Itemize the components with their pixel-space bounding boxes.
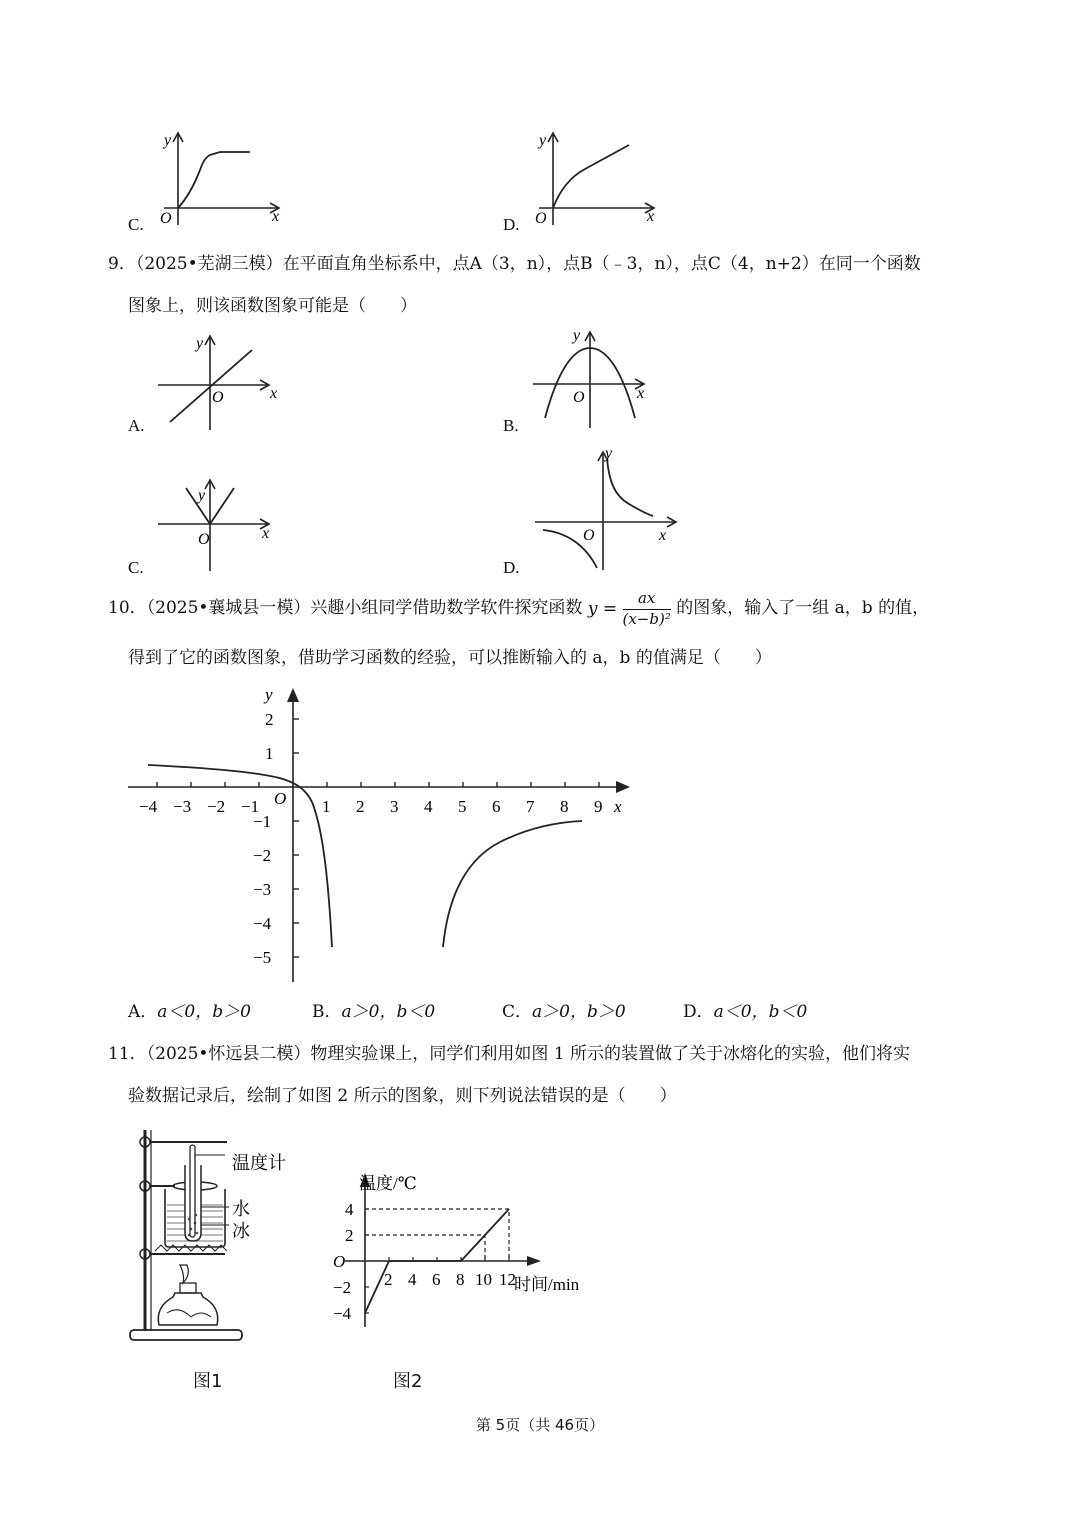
q8d-y-label: y <box>539 132 547 149</box>
q10-x-arrow <box>616 781 630 793</box>
q10-xtick: 6 <box>492 797 501 816</box>
q10-option-c-label: C． <box>502 1002 533 1022</box>
q10-function-graph <box>120 682 640 1002</box>
q10-option-c-text: a＞0，b＞0 <box>532 1002 626 1022</box>
page-footer: 第 5页（共 46页） <box>475 1416 605 1434</box>
q10-x-tick-labels <box>139 797 603 816</box>
q9b-y-label: y <box>573 327 581 344</box>
q10-option-a-label: A． <box>128 1002 158 1022</box>
fig2-x-tick-label: 6 <box>432 1270 441 1289</box>
q8-option-c-label: C. <box>128 215 144 234</box>
q9d-origin: O <box>583 527 595 544</box>
q10-origin: O <box>274 789 287 808</box>
q10-option-d <box>683 1004 807 1021</box>
q10-xtick: −3 <box>173 797 192 816</box>
q10-ytick: −2 <box>253 846 272 865</box>
q10-xtick: 1 <box>322 797 331 816</box>
q10-line1-suffix: 的图象，输入了一组 a，b 的值， <box>676 598 930 618</box>
q10-ytick: −5 <box>253 948 272 967</box>
q10-xtick: −2 <box>207 797 226 816</box>
q9-option-d-label: D. <box>503 558 520 577</box>
q10-y-arrow <box>287 688 299 702</box>
fig2-y-tick-label: −4 <box>333 1304 352 1323</box>
q10-ytick: −4 <box>253 914 272 933</box>
fig2-dashed-guides <box>365 1209 509 1261</box>
q10-option-d-text: a＜0，b＜0 <box>713 1002 808 1022</box>
q10-ytick: 2 <box>265 710 274 729</box>
q9-option-b-label: B. <box>503 416 519 435</box>
fig2-y-axis-label: 温度/℃ <box>359 1174 417 1193</box>
fig2-x-arrow <box>527 1256 541 1266</box>
q10-xtick: 8 <box>560 797 569 816</box>
q10-stem-line1 <box>108 588 929 628</box>
q10-line1-prefix: 10．（2025•襄城县一模）兴趣小组同学借助数学软件探究函数 <box>108 598 583 618</box>
q8-option-d-label: D. <box>503 215 520 234</box>
q10-ytick: −1 <box>253 812 272 831</box>
q9a-y-label: y <box>196 335 204 352</box>
q10-right-branch <box>443 821 582 947</box>
fig2-x-axis-label: 时间/min <box>514 1275 580 1294</box>
q10-option-b-text: a＞0，b＜0 <box>341 1002 436 1022</box>
q9-option-a-graph <box>150 330 290 435</box>
fig2-x-tick-label: 4 <box>408 1270 417 1289</box>
q10-option-c <box>502 1004 626 1021</box>
q9b-origin: O <box>573 389 585 406</box>
fig1-water-label: 水 <box>232 1199 250 1219</box>
q9-option-b-graph <box>525 322 665 432</box>
q9-option-a-label: A. <box>128 416 145 435</box>
fig1-caption: 图1 <box>193 1371 223 1392</box>
fig1-thermometer-label: 温度计 <box>232 1153 286 1173</box>
q8c-x-label: x <box>272 208 280 225</box>
fig2-caption: 图2 <box>393 1371 423 1392</box>
q9-option-d-graph <box>525 440 685 575</box>
q10-left-branch <box>148 765 332 947</box>
q10-xtick: −4 <box>139 797 158 816</box>
q10-option-d-label: D． <box>683 1002 714 1022</box>
q11-fig2-chart <box>315 1165 615 1335</box>
fig2-x-tick-label: 10 <box>475 1270 492 1289</box>
q9c-y-label: y <box>198 487 206 504</box>
q9-stem-line1: 9．（2025•芜湖三模）在平面直角坐标系中，点A（3，n），点B（﹣3，n），点C（4，n+2）在同一个函数 <box>108 254 921 274</box>
q10-option-b-label: B． <box>312 1002 342 1022</box>
q9c-origin: O <box>198 531 210 548</box>
q10-option-b <box>312 1004 435 1021</box>
fig2-origin: O <box>333 1252 346 1271</box>
q8c-origin: O <box>160 210 172 227</box>
q10-formula <box>588 589 671 629</box>
q10-stem-line2: 得到了它的函数图象，借助学习函数的经验，可以推断输入的 a，b 的值满足（ ） <box>128 648 772 668</box>
q9a-x-label: x <box>270 385 278 402</box>
q10-y-label: y <box>265 685 273 704</box>
q8c-y-label: y <box>164 132 172 149</box>
q9d-x-label: x <box>659 527 667 544</box>
q10-xtick: 2 <box>356 797 365 816</box>
q10-ytick: 1 <box>265 744 274 763</box>
fig2-guide-line <box>365 1235 485 1261</box>
q10-x-label: x <box>614 797 622 816</box>
q9-option-c-label: C. <box>128 558 144 577</box>
q8-option-c-graph <box>150 125 290 233</box>
q10-formula-fraction <box>623 590 671 628</box>
q9-stem-line2: 图象上，则该函数图象可能是（ ） <box>128 296 417 316</box>
fig2-y-tick-label: 2 <box>345 1226 354 1245</box>
q10-xtick: −1 <box>241 797 260 816</box>
q11-stem-line2: 验数据记录后，绘制了如图 2 所示的图象，则下列说法错误的是（ ） <box>128 1086 677 1106</box>
q11-stem-line1: 11．（2025•怀远县二模）物理实验课上，同学们利用如图 1 所示的装置做了关于冰熔化的实验，他们将实 <box>108 1044 911 1064</box>
q10-xtick: 7 <box>526 797 535 816</box>
fig2-y-tick-label: −2 <box>333 1278 352 1297</box>
q10-y-tick-labels <box>253 710 274 967</box>
q9a-origin: O <box>212 389 224 406</box>
fig1-ice-label: 冰 <box>232 1221 250 1241</box>
q11-fig1-apparatus <box>125 1125 335 1355</box>
q9c-x-label: x <box>262 525 270 542</box>
q9d-y-label: y <box>605 445 613 462</box>
q8d-x-label: x <box>647 208 655 225</box>
q10-xtick: 5 <box>458 797 467 816</box>
q10-option-a <box>128 1004 251 1021</box>
q8-option-d-graph <box>525 125 665 233</box>
q10-xtick: 9 <box>594 797 603 816</box>
q10-formula-numerator: ax <box>623 590 671 609</box>
q10-xtick: 4 <box>424 797 433 816</box>
fig2-x-tick-label: 12 <box>499 1270 516 1289</box>
q8d-origin: O <box>535 210 547 227</box>
q10-ytick: −3 <box>253 880 272 899</box>
fig2-x-tick-label: 8 <box>456 1270 465 1289</box>
q10-option-a-text: a＜0，b＞0 <box>157 1002 251 1022</box>
q9b-x-label: x <box>637 385 645 402</box>
fig2-x-tick-label: 2 <box>384 1270 393 1289</box>
q10-formula-lhs: y = <box>587 598 618 619</box>
q10-formula-denominator: (x−b)² <box>622 609 671 628</box>
q10-xtick: 3 <box>390 797 399 816</box>
fig2-series-segment <box>461 1209 509 1261</box>
fig2-y-tick-label: 4 <box>345 1200 354 1219</box>
q9-option-c-graph <box>150 466 290 576</box>
